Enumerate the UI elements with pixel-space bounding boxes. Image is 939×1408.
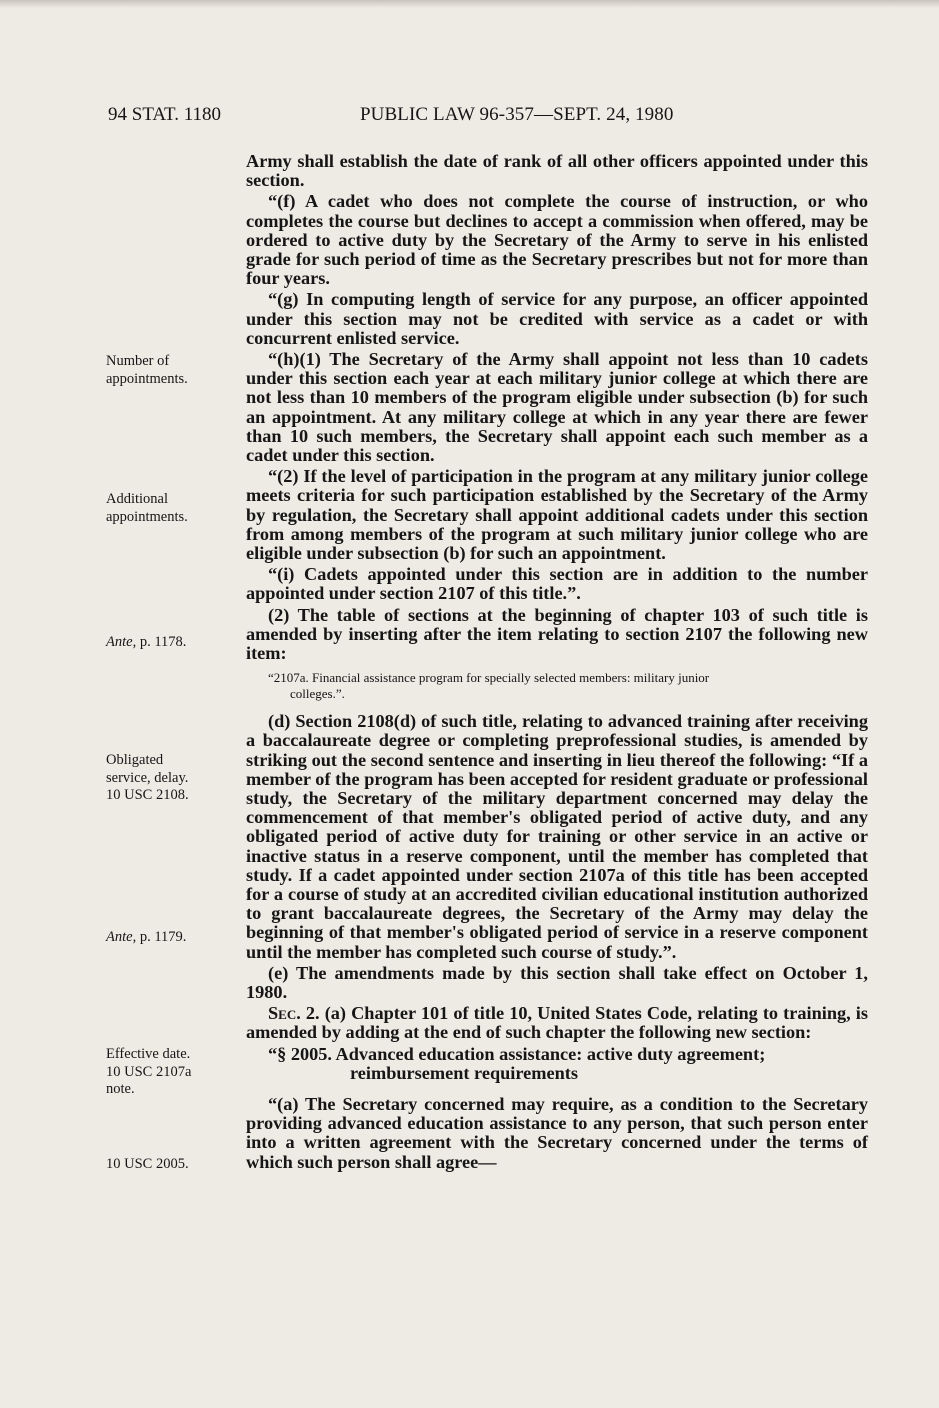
table-item-line2: colleges.”. (290, 685, 345, 701)
paragraph-f: “(f) A cadet who does not complete the course of instruction, or who completes the course but declines to accept a commission when offered, may be ordered to active duty by the Secretary of the Army to serve in his enlisted grade for such period of time as the Secretary prescribes but not for more than four years. (246, 191, 868, 289)
margin-note-number-of-appointments: Number of appointments. (106, 353, 188, 387)
paragraph-2005-a: “(a) The Secretary concerned may require, as a condition to the Secretary providing advanced education assistance to any person, that such person enter into a written agreement with the Secretary concerned under the terms of which such person shall agree— (246, 1093, 868, 1172)
sec-label: Sec. (268, 1003, 301, 1024)
margin-note-obligated-service: Obligated service, delay. 10 USC 2108. (106, 752, 189, 803)
heading-line1: “§ 2005. Advanced education assistance: active duty agreement; (268, 1043, 766, 1064)
paragraph-table-of-sections: (2) The table of sections at the beginning of chapter 103 of such title is amended by inserting after the item relating to section 2107 the following new item: (246, 604, 868, 664)
paragraph-d: (d) Section 2108(d) of such title, relating to advanced training after receiving a baccalaureate degree or completing preprofessional studies, is amended by striking out the second sentence and inserting in lieu thereof the following: “If a member of the program has been accepted for resident graduate or professional study, the Secretary of the military department concerned may delay the commencement of that member's obligated period of active duty, and any obligated period of active duty for training or other service in an active or inactive status in a reserve component, until the member has completed that study. If a cadet appointed under section 2107a of this title has been accepted for a course of study at an accredited civilian educational institution authorized to grant baccalaureate degrees, the Secretary of the Army may delay the beginning of that member's obligated period of service in a reserve component until the member has completed such course of study.”. (246, 711, 868, 962)
margin-note-additional-appointments: Additional appointments. (106, 491, 188, 525)
scan-edge (0, 0, 939, 8)
paragraph-h1: “(h)(1) The Secretary of the Army shall appoint not less than 10 cadets under this section each year at each military junior college at which there are not less than 10 members of the program eligible under subsection (b) for such an appointment. At any military college at which in any year there are fewer than 10 such members, the Secretary shall appoint each such member as a cadet under this section. (246, 349, 868, 466)
ante-page: p. 1178. (136, 634, 187, 650)
heading-line2: reimbursement requirements (350, 1062, 578, 1083)
ante-label: Ante, (106, 634, 137, 650)
body-text-column (246, 152, 868, 1174)
ante-label: Ante, (106, 929, 137, 945)
sec-2-text: 2. (a) Chapter 101 of title 10, United States Code, relating to training, is amended by adding at the end of such chapter the following new section: (246, 1003, 868, 1043)
margin-note-ante-1179 (106, 929, 236, 947)
ante-page: p. 1179. (136, 929, 187, 945)
margin-note-effective-date: Effective date. 10 USC 2107a note. (106, 1046, 192, 1097)
paragraph-date-of-rank: Army shall establish the date of rank of all other officers appointed under this section. (246, 151, 868, 191)
section-2005-heading (246, 1045, 868, 1083)
paragraph-i: “(i) Cadets appointed under this section are in addition to the number appointed under section 2107 of this title.”. (246, 564, 868, 604)
paragraph-e: (e) The amendments made by this section shall take effect on October 1, 1980. (246, 962, 868, 1002)
table-item-line1: “2107a. Financial assistance program for specially selected members: military junior (268, 670, 710, 686)
margin-note-ante-1178 (106, 634, 236, 652)
margin-note-10-usc-2005: 10 USC 2005. (106, 1156, 189, 1172)
paragraph-g: “(g) In computing length of service for any purpose, an officer appointed under this section may not be credited with service as a cadet or with concurrent enlisted service. (246, 289, 868, 348)
table-of-sections-item (246, 670, 868, 701)
public-law-title: PUBLIC LAW 96-357—SEPT. 24, 1980 (360, 104, 674, 125)
stat-page-number: 94 STAT. 1180 (108, 104, 222, 125)
paragraph-sec-2 (246, 1004, 868, 1042)
paragraph-h2: “(2) If the level of participation in the program at any military junior college meets criteria for such participation established by the Secretary of the Army by regulation, the Secretary shall appoint additional cadets under this section from among members of the program at such military junior college who are eligible under subsection (b) for such an appointment. (246, 466, 868, 564)
